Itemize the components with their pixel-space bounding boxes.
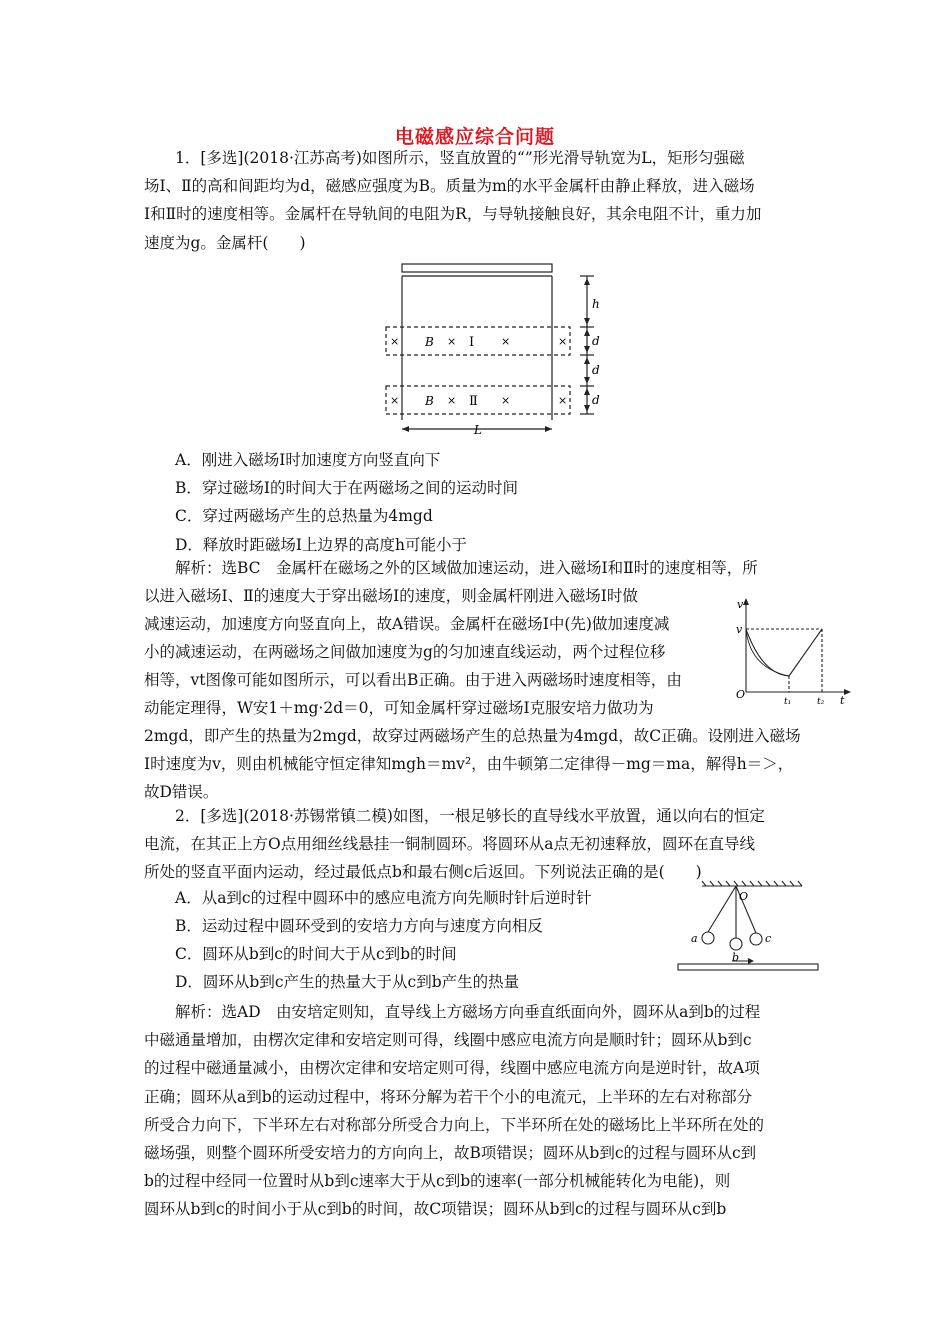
rail-top-bar — [402, 264, 552, 272]
q1-stem-line: 场Ⅰ、Ⅱ的高和间距均为d，磁感应强度为B。质量为m的水平金属杆由静止释放，进入磁场 — [144, 177, 755, 196]
ring-a — [702, 932, 714, 944]
q1-analysis-line: 2mgd，即产生的热量为2mgd，故穿过两磁场产生的总热量为4mgd，故C正确。设刚进入磁场 — [144, 727, 801, 745]
label-d: d — [592, 363, 600, 377]
ring-b — [730, 938, 742, 950]
q2-analysis-line: 解析：选AD 由安培定则知，直导线上方磁场方向垂直纸面向外，圆环从a到b的过程 — [175, 1003, 761, 1021]
decel-curve — [746, 629, 789, 676]
q2-option-c: C．圆环从b到c的时间大于从c到b的时间 — [175, 945, 457, 963]
q2-analysis-line: b的过程中经同一位置时从b到c速率大于从c到b的速率(一部分机械能转化为电能)，则 — [144, 1172, 731, 1191]
label-B: B — [425, 394, 434, 408]
q1-analysis-line: 故D错误。 — [144, 783, 219, 801]
v-mark: v — [736, 623, 743, 636]
q1-analysis-line: Ⅰ时速度为v，则由机械能守恒定律知mgh＝mv²，由牛顿第二定律得－mg＝ma，解得h＝＞， — [144, 755, 794, 773]
field-cross: × — [390, 394, 400, 407]
label-d: d — [592, 393, 600, 407]
label-a: a — [691, 932, 698, 945]
label-h: h — [592, 297, 600, 311]
field-cross: × — [558, 335, 568, 348]
field-cross: × — [501, 394, 511, 407]
option-a: A．刚进入磁场Ⅰ时加速度方向竖直向下 — [175, 451, 441, 469]
q2-option-d: D．圆环从b到c产生的热量大于从c到b产生的热量 — [175, 973, 520, 991]
thread-a — [708, 886, 736, 932]
q2-analysis-line: 所受合力向下，下半环左右对称部分所受合力向上，下半环所在处的磁场比上半环所在处的 — [144, 1115, 765, 1134]
accel-line — [789, 629, 822, 676]
q2-stem-line: 2．[多选](2018·苏锡常镇二模)如图，一根足够长的直导线水平放置，通以向右的恒定 — [175, 807, 765, 825]
q1-analysis-line: 动能定理得，W安1＋mg·2d＝0，可知金属杆穿过磁场Ⅰ克服安培力做功为 — [144, 699, 654, 717]
t1-label: t₁ — [784, 697, 792, 707]
q2-option-a: A．从a到c的过程中圆环中的感应电流方向先顺时针后逆时针 — [175, 889, 592, 907]
label-O: O — [739, 890, 749, 903]
option-b: B．穿过磁场Ⅰ的时间大于在两磁场之间的运动时间 — [175, 479, 519, 498]
field-cross: × — [501, 335, 511, 348]
v-axis-label: v — [737, 598, 744, 611]
origin-label: O — [736, 688, 746, 701]
question-1-stem — [144, 144, 814, 257]
q1-stem-line: 1．[多选](2018·江苏高考)如图所示，竖直放置的“”形光滑导轨宽为L，矩形匀强磁 — [175, 149, 745, 167]
field-1-region — [386, 327, 570, 355]
q2-stem-line: 电流，在其正上方O点用细丝线悬挂一铜制圆环。将圆环从a点无初速释放，圆环在直导线 — [144, 835, 755, 854]
q1-analysis-line: 减速运动，加速度方向竖直向上，故A错误。金属杆在磁场Ⅰ中(先)做加速度减 — [144, 615, 670, 633]
q1-rail-figure — [380, 262, 610, 436]
q1-stem-line: Ⅰ和Ⅱ时的速度相等。金属杆在导轨间的电阻为R，与导轨接触良好，其余电阻不计，重力加 — [144, 205, 762, 224]
q2-analysis-line: 正确；圆环从a到b的运动过程中，将环分解为若干个小的电流元，上半环的左右对称部分 — [144, 1087, 753, 1106]
q2-analysis-line: 磁场强，则整个圆环所受安培力的方向向上，故B项错误；圆环从b到c的过程与圆环从c到 — [144, 1144, 757, 1163]
field-cross: × — [447, 335, 457, 348]
label-b: b — [732, 951, 740, 964]
question-1-options — [144, 446, 814, 559]
q2-analysis-line: 中磁通量增加，由楞次定律和安培定则可得，线圈中感应电流方向是顺时针；圆环从b到c — [144, 1031, 752, 1050]
region-1-label: Ⅰ — [469, 335, 475, 350]
question-2-stem — [144, 802, 814, 887]
field-2-region — [386, 386, 570, 414]
page-title: 电磁感应综合问题 — [394, 126, 555, 148]
option-d: D．释放时距磁场Ⅰ上边界的高度h可能小于 — [175, 535, 468, 554]
straight-wire — [678, 964, 818, 970]
question-2-analysis — [144, 998, 814, 1224]
q2-option-b: B．运动过程中圆环受到的安培力方向与速度方向相反 — [175, 917, 543, 935]
q1-analysis-line: 小的减速运动，在两磁场之间做加速度为g的匀加速直线运动，两个过程位移 — [144, 643, 666, 661]
q2-stem-line: 所处的竖直平面内运动，经过最低点b和最右侧c后返回。下列说法正确的是( ) — [144, 863, 702, 882]
t-axis-label: t — [840, 694, 845, 707]
vt-graph — [734, 596, 854, 708]
t2-label: t₂ — [817, 697, 825, 707]
q1-analysis-line: 以进入磁场Ⅰ、Ⅱ的速度大于穿出磁场Ⅰ的速度，则金属杆刚进入磁场Ⅰ时做 — [144, 587, 638, 605]
q1-analysis-line: 相等，vt图像可能如图所示，可以看出B正确。由于进入两磁场时速度相等，由 — [144, 671, 682, 689]
ring-c — [750, 933, 762, 945]
q2-analysis-line: 圆环从b到c的时间小于从c到b的时间，故C项错误；圆环从b到c的过程与圆环从c到b — [144, 1200, 727, 1219]
label-c: c — [765, 932, 772, 945]
q2-analysis-line: 的过程中磁通量减小，由楞次定律和安培定则可得，线圈中感应电流方向是逆时针，故A项 — [144, 1059, 760, 1078]
region-2-label: Ⅱ — [469, 394, 478, 409]
q1-stem-line: 速度为g。金属杆( ) — [144, 233, 306, 252]
field-cross: × — [390, 335, 400, 348]
q1-analysis-line: 解析：选BC 金属杆在磁场之外的区域做加速运动，进入磁场Ⅰ和Ⅱ时的速度相等，所 — [175, 559, 758, 577]
pendulum-figure — [676, 880, 822, 976]
option-c: C．穿过两磁场产生的总热量为4mgd — [175, 507, 433, 526]
field-cross: × — [558, 394, 568, 407]
label-d: d — [592, 334, 600, 348]
label-B: B — [425, 335, 434, 349]
label-L: L — [474, 423, 482, 436]
field-cross: × — [447, 394, 457, 407]
